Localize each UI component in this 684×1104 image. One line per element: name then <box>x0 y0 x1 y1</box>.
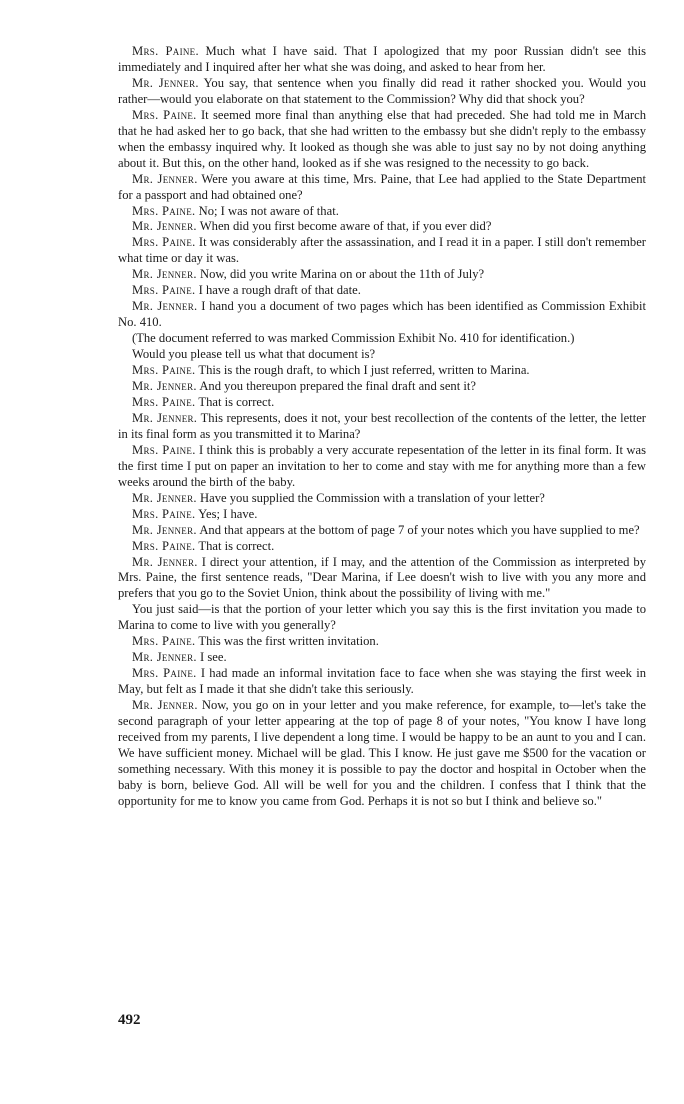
speaker-label: Mrs. Paine. <box>132 394 196 409</box>
paragraph <box>118 395 646 411</box>
paragraph <box>118 698 646 810</box>
speaker-label: Mrs. Paine. <box>132 442 196 457</box>
speaker-label: Mrs. Paine. <box>132 107 197 122</box>
paragraph <box>118 44 646 76</box>
page-number: 492 <box>118 1012 141 1028</box>
paragraph-text: That is correct. <box>198 394 275 409</box>
paragraph-text: Have you supplied the Commission with a translation of your letter? <box>200 490 545 505</box>
paragraph-text: It seemed more final than anything else that had preceded. She had told me in March that he had asked her to go back, that she had written to the embassy but she didn't reply to the embassy when the embassy inquired why. It looked as though she was able to just say no by not doing anything about it. But this, on the other hand, looked as if she was resigned to the necessity to go back. <box>118 107 646 170</box>
speaker-label: Mr. Jenner. <box>132 490 197 505</box>
speaker-label: Mr. Jenner. <box>132 171 198 186</box>
speaker-label: Mrs. Paine. <box>132 666 197 681</box>
paragraph-text: I think this is probably a very accurate repesentation of the letter in its final form. It was the first time I put on paper an invitation to her to come and stay with me for anything more than a few weeks around the birth of the baby. <box>118 442 646 489</box>
paragraph-text: That is correct. <box>198 538 275 553</box>
paragraph-text: Now, did you write Marina on or about the 11th of July? <box>200 267 485 282</box>
speaker-label: Mr. Jenner. <box>132 267 197 282</box>
paragraph <box>118 411 646 443</box>
speaker-label: Mr. Jenner. <box>132 410 198 425</box>
paragraph <box>118 443 646 491</box>
paragraph <box>118 634 646 650</box>
paragraph <box>118 602 646 634</box>
paragraph <box>118 347 646 363</box>
paragraph <box>118 523 646 539</box>
paragraph-text: Yes; I have. <box>198 506 258 521</box>
paragraph <box>118 219 646 235</box>
speaker-label: Mr. Jenner. <box>132 554 198 569</box>
paragraph-text: Much what I have said. That I apologized that my poor Russian didn't see this immediately and I inquired after her what she was doing, and asked to hear from her. <box>118 44 646 74</box>
paragraph-text: This is the rough draft, to which I just referred, written to Marina. <box>198 363 530 378</box>
paragraph <box>118 283 646 299</box>
speaker-label: Mrs. Paine. <box>132 283 196 298</box>
speaker-label: Mrs. Paine. <box>132 363 196 378</box>
paragraph <box>118 539 646 555</box>
speaker-label: Mr. Jenner. <box>132 219 197 234</box>
paragraph <box>118 76 646 108</box>
paragraph-text: I hand you a document of two pages which has been identified as Commission Exhibit No. 410. <box>118 299 646 330</box>
paragraph-text: Would you please tell us what that document is? <box>132 347 376 362</box>
paragraph-text: It was considerably after the assassination, and I read it in a paper. I still don't remember what time or day it was. <box>118 235 646 266</box>
paragraph <box>118 267 646 283</box>
paragraph-text: And that appears at the bottom of page 7 of your notes which you have supplied to me? <box>199 522 640 537</box>
speaker-label: Mr. Jenner. <box>132 299 198 314</box>
paragraph <box>118 204 646 220</box>
paragraph <box>118 363 646 379</box>
exhibit-note <box>118 331 646 347</box>
speaker-label: Mr. Jenner. <box>132 698 198 713</box>
speaker-label: Mr. Jenner. <box>132 650 197 665</box>
speaker-label: Mr. Jenner. <box>132 75 199 90</box>
speaker-label: Mrs. Paine. <box>132 538 196 553</box>
paragraph-text: (The document referred to was marked Commission Exhibit No. 410 for identification.) <box>132 331 575 346</box>
paragraph-text: Were you aware at this time, Mrs. Paine, that Lee had applied to the State Department for a passport and had obtained one? <box>118 171 646 202</box>
paragraph <box>118 555 646 603</box>
paragraph-text: This represents, does it not, your best recollection of the contents of the letter, the letter in its final form as you transmitted it to Marina? <box>118 410 646 441</box>
paragraph <box>118 172 646 204</box>
paragraph-text: You just said—is that the portion of your letter which you say this is the first invitation you made to Marina to come to live with you generally? <box>118 602 646 633</box>
speaker-label: Mrs. Paine. <box>132 634 196 649</box>
paragraph <box>118 507 646 523</box>
paragraph-text: I have a rough draft of that date. <box>198 283 361 298</box>
speaker-label: Mrs. Paine. <box>132 235 196 250</box>
paragraph-text: I direct your attention, if I may, and the attention of the Commission as interpreted by Mrs. Paine, the first sentence reads, "Dear Marina, if Lee doesn't wish to live with you any more and prefers that you go to the Soviet Union, think about the possibility of living with me." <box>118 554 646 601</box>
speaker-label: Mr. Jenner. <box>132 522 197 537</box>
paragraph-text: And you thereupon prepared the final draft and sent it? <box>199 379 476 394</box>
paragraph <box>118 491 646 507</box>
paragraph <box>118 108 646 172</box>
paragraph-text: I see. <box>200 650 227 665</box>
paragraph <box>118 379 646 395</box>
paragraph <box>118 650 646 666</box>
speaker-label: Mrs. Paine. <box>132 44 199 58</box>
speaker-label: Mrs. Paine. <box>132 506 196 521</box>
paragraph <box>118 666 646 698</box>
paragraph-text: Now, you go on in your letter and you make reference, for example, to—let's take the second paragraph of your letter appearing at the top of page 8 of your notes, "You know I have long received from my parents, I live dependent a long time. I would be happy to be an aunt to you and I can. We have sufficient money. Michael will be glad. This I know. He just gave me $500 for the vacation or something necessary. With this money it is possible to pay the doctor and hospital in October when the baby is born, believe God. All will be well for you and the children. I confess that I think that the opportunity for me to know you came from God. Perhaps it is not so but I think and believe so." <box>118 698 646 808</box>
document-body <box>118 44 646 810</box>
paragraph <box>118 235 646 267</box>
paragraph-text: No; I was not aware of that. <box>198 203 339 218</box>
paragraph-text: When did you first become aware of that, if you ever did? <box>199 219 492 234</box>
paragraph-text: You say, that sentence when you finally did read it rather shocked you. Would you rather—would you elaborate on that statement to the Commission? Why did that shock you? <box>118 75 646 106</box>
speaker-label: Mr. Jenner. <box>132 379 197 394</box>
paragraph-text: I had made an informal invitation face to face when she was staying the first week in May, but felt as I made it that she didn't take this seriously. <box>118 666 647 697</box>
paragraph-text: This was the first written invitation. <box>198 634 379 649</box>
paragraph <box>118 299 646 331</box>
speaker-label: Mrs. Paine. <box>132 203 196 218</box>
